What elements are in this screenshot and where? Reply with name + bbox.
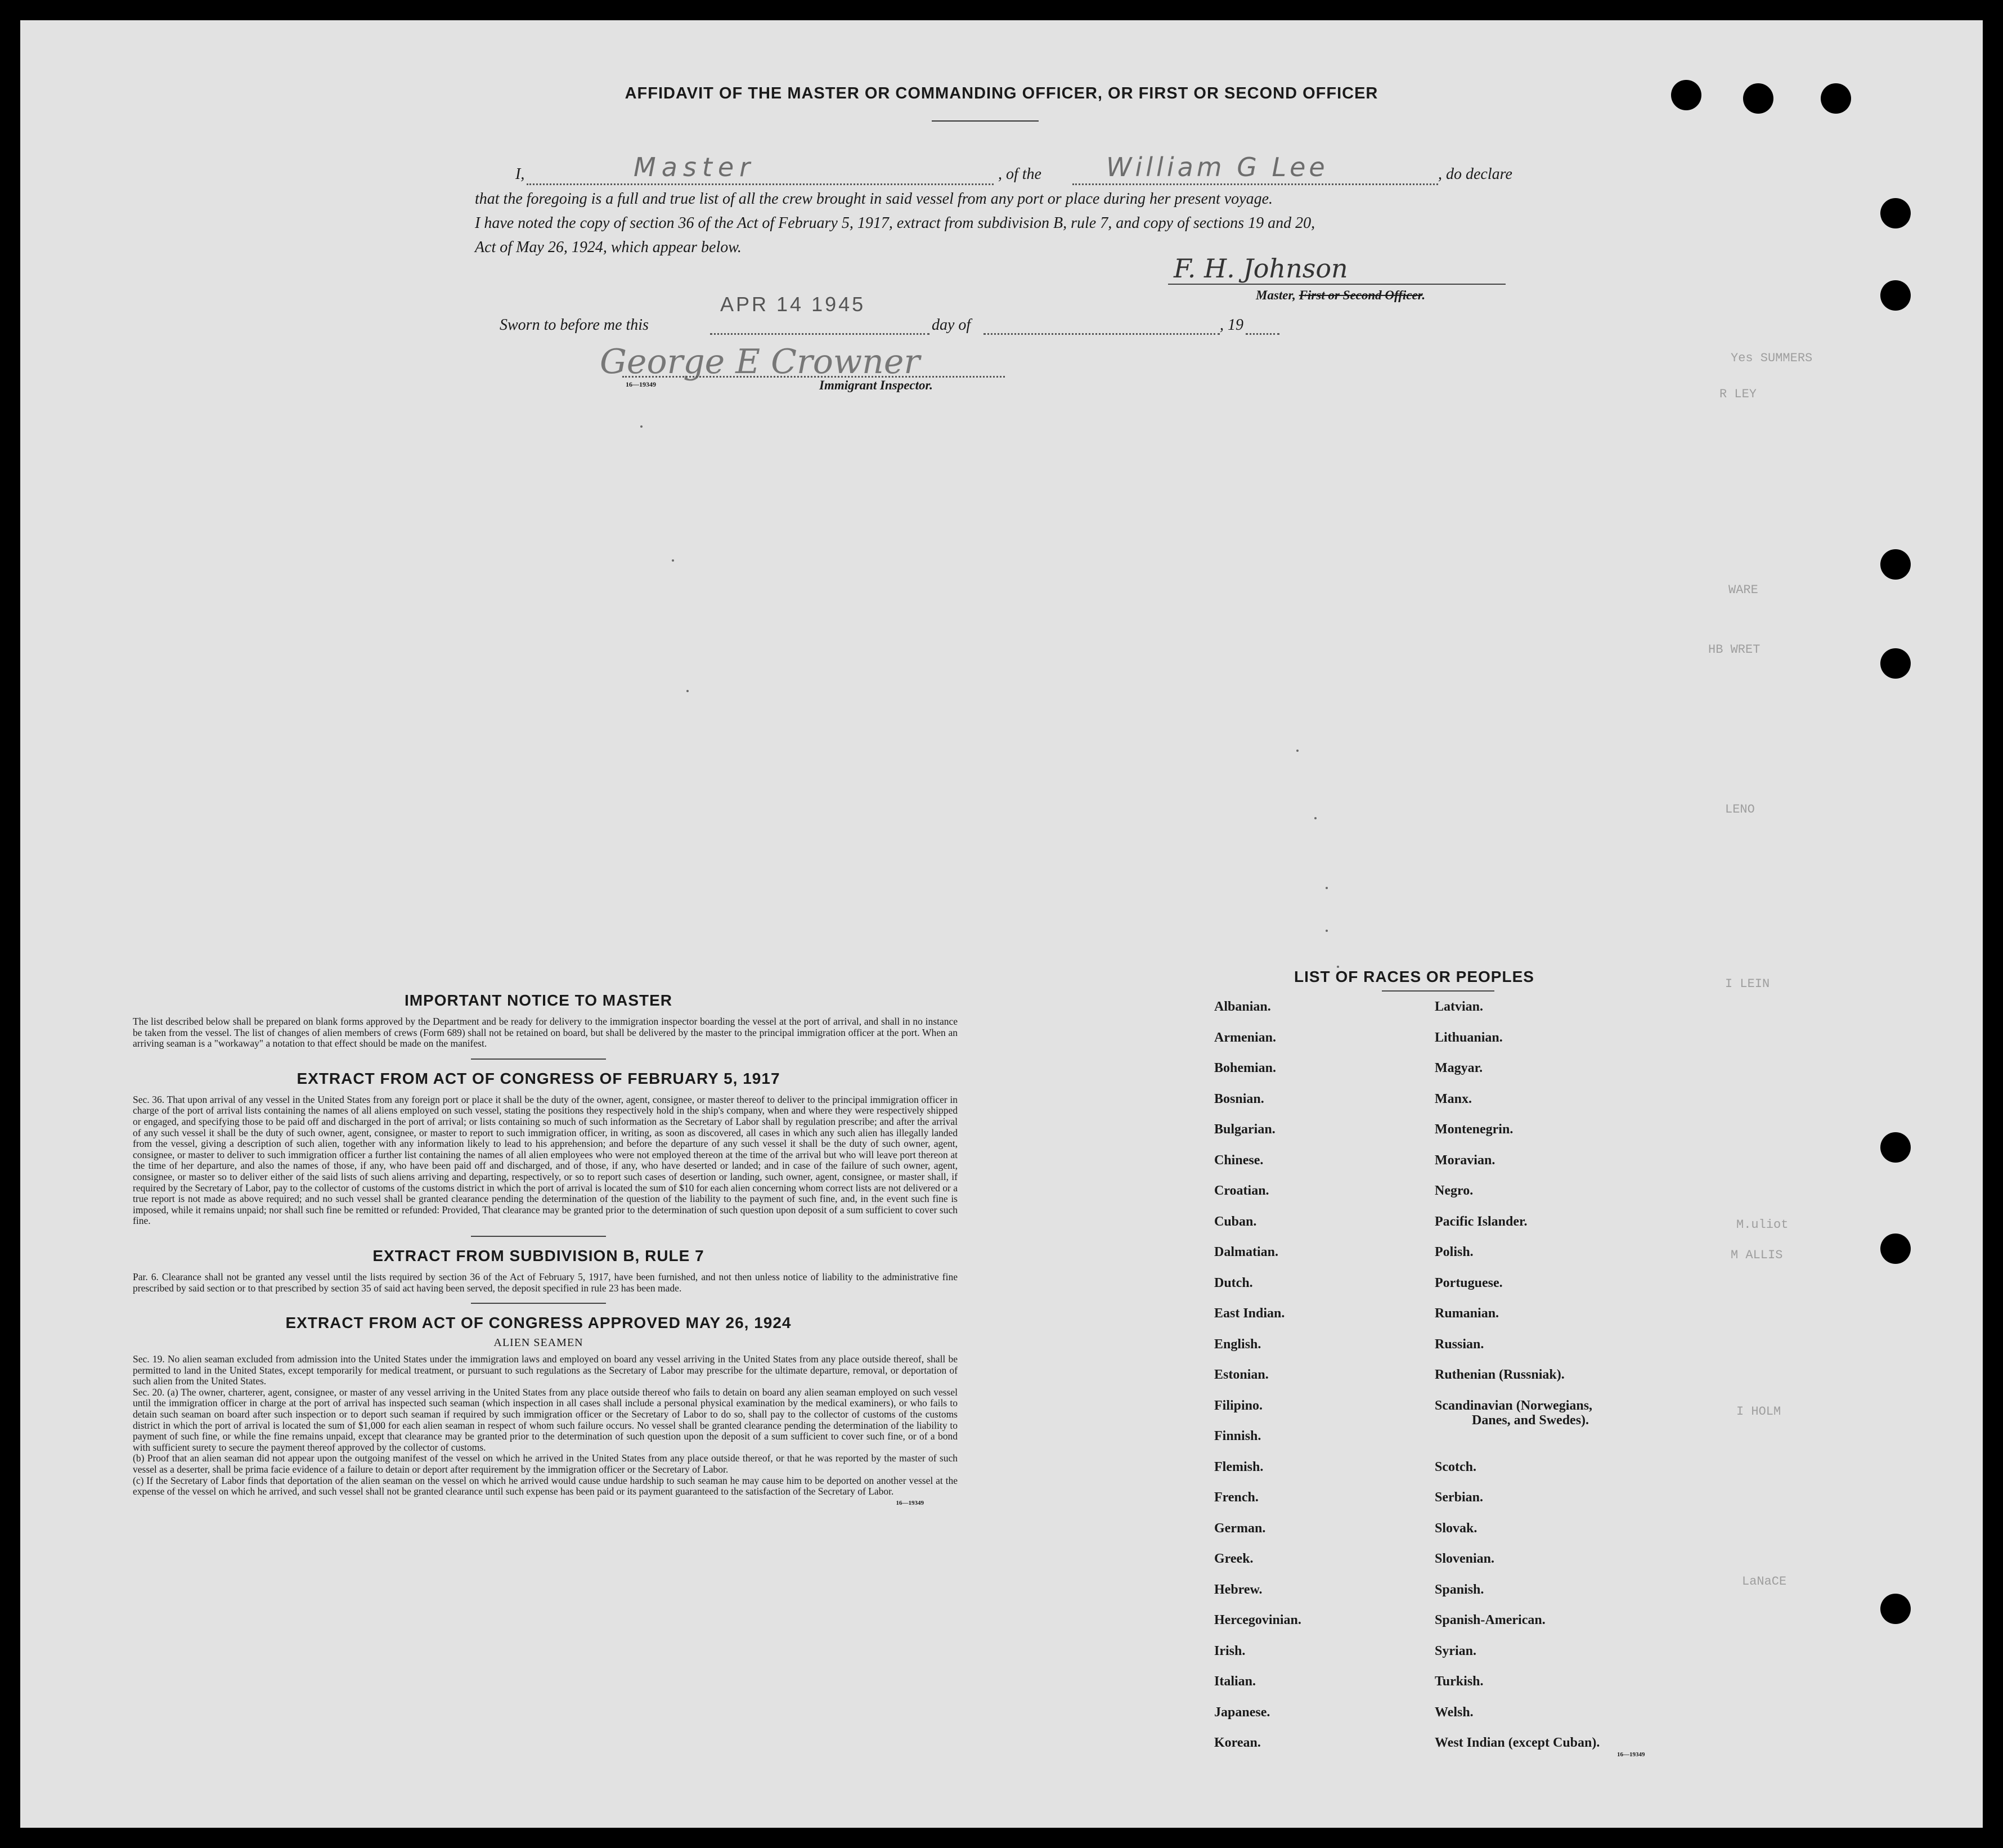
- race-item: Negro.: [1435, 1183, 1474, 1198]
- race-item: Slovak.: [1435, 1520, 1477, 1536]
- races-title: LIST OF RACES OR PEOPLES: [1294, 968, 1534, 985]
- race-item: Spanish-American.: [1435, 1613, 1546, 1627]
- extract3-title: EXTRACT FROM ACT OF CONGRESS APPROVED MAY 26, 1924: [285, 1314, 792, 1332]
- do-declare-label: , do declare: [1438, 165, 1512, 183]
- race-item: Estonian.: [1214, 1367, 1269, 1382]
- master-name-line: [527, 183, 994, 185]
- faint-dot: [1296, 750, 1299, 752]
- faint-dot: [1314, 817, 1317, 819]
- title-rule: [932, 120, 1039, 122]
- notice-rule: [471, 1058, 606, 1060]
- hole-punch: [1880, 1594, 1911, 1624]
- race-item: Hebrew.: [1214, 1582, 1263, 1597]
- race-item: Japanese.: [1214, 1705, 1270, 1720]
- race-item: Lithuanian.: [1435, 1030, 1503, 1045]
- bleed-through: HB WRET: [1708, 643, 1761, 657]
- extract2-body: Par. 6. Clearance shall not be granted any vessel until the lists required by section 36 of the Act of February 5, 1917, have been furnished, and not then unless notice of liability to the administrative fine prescribed by said section or to that prescribed by section 35 of said act having been served, the deposit specified in rule 23 has been made.: [133, 1271, 958, 1294]
- bleed-through: R LEY: [1719, 387, 1757, 401]
- race-item: Italian.: [1214, 1674, 1256, 1689]
- faint-dot: [1326, 930, 1328, 932]
- race-item: Chinese.: [1214, 1152, 1264, 1168]
- notice-title: IMPORTANT NOTICE TO MASTER: [404, 992, 673, 1009]
- race-item: Manx.: [1435, 1091, 1472, 1106]
- race-item: Spanish.: [1435, 1582, 1484, 1597]
- race-item: Bohemian.: [1214, 1061, 1277, 1075]
- race-item: Pacific Islander.: [1435, 1214, 1528, 1229]
- race-item: Bulgarian.: [1214, 1122, 1276, 1137]
- extract3-subtitle: ALIEN SEAMEN: [493, 1336, 583, 1349]
- day-of-label: day of: [932, 316, 971, 334]
- race-item: Irish.: [1214, 1643, 1246, 1658]
- declaration-i-label: I,: [515, 165, 525, 183]
- vessel-handwritten: William G Lee: [1106, 152, 1328, 182]
- race-item: Cuban.: [1214, 1214, 1257, 1229]
- affidavit-title: AFFIDAVIT OF THE MASTER OR COMMANDING OFFICER, OR FIRST OR SECOND OFFICER: [625, 84, 1378, 102]
- notice-body: The list described below shall be prepared on blank forms approved by the Department and be ready for delivery to the immigration inspector boarding the vessel at the port of arrival, and shall in no instance be taken from the vessel. The list of changes of alien members of crews (Form 689) shall not be retained on board, but shall be delivered by the master to the principal immigration officer at the port. When an arriving seaman is a "workaway" a notation to that effect should be made on the manifest.: [133, 1016, 958, 1049]
- race-item: Rumanian.: [1435, 1306, 1499, 1321]
- race-item: Russian.: [1435, 1336, 1484, 1352]
- bleed-through: I HOLM: [1736, 1405, 1781, 1419]
- faint-dot: [672, 559, 674, 562]
- race-item: Moravian.: [1435, 1152, 1495, 1168]
- race-item: Polish.: [1435, 1245, 1474, 1259]
- race-item: Syrian.: [1435, 1643, 1477, 1658]
- bleed-through: I LEIN: [1725, 977, 1770, 991]
- extract1-rule: [471, 1236, 606, 1237]
- inspector-caption: Immigrant Inspector.: [819, 378, 933, 392]
- hole-punch: [1880, 198, 1911, 228]
- race-item: Turkish.: [1435, 1674, 1484, 1689]
- faint-dot: [640, 425, 643, 428]
- signature-line: [1168, 284, 1506, 285]
- hole-punch: [1821, 83, 1851, 114]
- race-item: Danes, and Swedes).: [1472, 1412, 1589, 1428]
- extract3-body: Sec. 19. No alien seaman excluded from admission into the United States under the immigration laws and employed on board any vessel arriving in the United States from any place outside thereof, shall be permitted to land in the United States, except temporarily for medical treatment, or pursuant to such regulations as the Secretary of Labor may prescribe for the ultimate departure, removal, or deportation of such alien from the United States. Sec. 20. (a) The owner, charterer, agent, consignee, or master of any vessel arriving in the United States from any place outside thereof who fails to detain on board any alien seaman employed on such vessel until the immigration officer in charge at the port of arrival has inspected such seaman (which inspection in all cases shall include a personal physical examination by the medical examiners), or who fails to detain such seaman on board after such inspection or to deport such seaman if required by such immigration officer or the Secretary of Labor to do so, shall pay to the collector of customs of the customs district in which the port of arrival is located the sum of $1,000 for each alien seaman in respect of whom such failure occurs. No vessel shall be granted clearance pending the determination of the liability to payment of such fine, or while the fine remains unpaid, except that clearance may be granted prior to the determination of such question upon the deposit of a sum sufficient to cover such fine, or of a bond with sufficient surety to secure the payment thereof approved by the collector of customs. (b) Proof that an alien seaman did not appear upon the outgoing manifest of the vessel on which he arrived in the United States from any place outside thereof, or that he was reported by the master of such vessel as a deserter, shall be prima facie evidence of a failure to detain or deport after requirement by the immigration officer or the Secretary of Labor. (c) If the Secretary of Labor finds that deportation of the alien seaman on the vessel on which he arrived would cause undue hardship to such seaman he may cause him to be deported on another vessel at the expense of the vessel on which he arrived, and such vessel shall not be granted clearance until such expense has been paid or its payment guaranteed to the satisfaction of the Secretary of Labor.: [133, 1353, 958, 1497]
- race-item: Korean.: [1214, 1735, 1261, 1750]
- declaration-line-3: I have noted the copy of section 36 of the Act of February 5, 1917, extract from subdivision B, rule 7, and copy of sections 19 and 20,: [475, 214, 1315, 232]
- bleed-through: M ALLIS: [1731, 1248, 1783, 1262]
- race-item: Greek.: [1214, 1551, 1254, 1566]
- race-item: English.: [1214, 1336, 1261, 1352]
- bleed-through: LaNaCE: [1742, 1575, 1787, 1589]
- hole-punch: [1880, 549, 1911, 580]
- extract2-rule: [471, 1303, 606, 1304]
- extract1-title: EXTRACT FROM ACT OF CONGRESS OF FEBRUARY 5, 1917: [297, 1069, 780, 1087]
- race-item: Dutch.: [1214, 1275, 1253, 1290]
- race-item: Finnish.: [1214, 1429, 1261, 1443]
- year-label: , 19: [1220, 316, 1243, 334]
- race-item: Scotch.: [1435, 1459, 1476, 1474]
- race-item: Hercegovinian.: [1214, 1613, 1301, 1627]
- hole-punch: [1880, 280, 1911, 311]
- race-item: East Indian.: [1214, 1306, 1285, 1321]
- extract1-body: Sec. 36. That upon arrival of any vessel in the United States from any foreign port or place it shall be the duty of the owner, agent, consignee, or master thereof to deliver to the principal immigration officer in charge of the port of arrival lists containing the names of all aliens employed on such vessel, stating the positions they respectively hold in the ship's company, when and where they were respectively shipped or engaged, and specifying those to be paid off and discharged in the port of arrival; or lists containing so much of such information as the Secretary of Labor shall by regulation prescribe; and after the arrival of any such vessel it shall be the duty of such owner, agent, consignee, or master to report to such immigration officer, in writing, as soon as discovered, all cases in which any such alien has illegally landed from the vessel, giving a description of such alien, together with any information likely to lead to his apprehension; and before the departure of any such vessel it shall be the duty of such owner, agent, consignee, or master to deliver to such immigration officer a further list containing the names of all alien employees who were not employed thereon at the time of the arrival but who will leave port thereon at the time of her departure, and also the names of those, if any, who have been paid off and discharged, and of those, if any, who have deserted or landed; and in case of the failure of such owner, agent, consignee, or master so to deliver either of the said lists of such aliens arriving and departing, respectively, or so to report such cases of desertion or landing, such owner, agent, consignee, or master shall, if required by the Secretary of Labor, pay to the collector of customs of the customs district in which the port of arrival is located the sum of $10 for each alien concerning whom correct lists are not delivered or a true report is not made as above required; and no such vessel shall be granted clearance pending the determination of the question of the liability to the payment of such fine, and, in the event such fine is imposed, while it remains unpaid; nor shall such fine be remitted or refunded: Provided, That clearance may be granted prior to the determination of such question upon deposit of a sum sufficient to cover such fine.: [133, 1093, 958, 1227]
- race-item: Welsh.: [1435, 1705, 1474, 1720]
- sworn-year-line: [1246, 333, 1279, 335]
- of-the-label: , of the: [998, 165, 1041, 183]
- race-item: Magyar.: [1435, 1061, 1483, 1075]
- hole-punch: [1880, 1132, 1911, 1163]
- races-rule: [1382, 990, 1494, 992]
- hole-punch: [1743, 83, 1773, 114]
- race-item: Albanian.: [1214, 999, 1271, 1014]
- bleed-through: Yes SUMMERS: [1731, 351, 1813, 365]
- race-item: Portuguese.: [1435, 1275, 1503, 1290]
- inspector-form-number: 16—19349: [626, 380, 656, 388]
- master-handwritten: Master: [634, 152, 756, 182]
- race-item: Scandinavian (Norwegians,: [1435, 1398, 1593, 1413]
- races-form-number: 16—19349: [1617, 1751, 1645, 1758]
- inspector-signature: George E Crowner: [600, 342, 920, 382]
- hole-punch: [1671, 80, 1701, 110]
- extract2-title: EXTRACT FROM SUBDIVISION B, RULE 7: [372, 1246, 704, 1264]
- race-item: Slovenian.: [1435, 1551, 1495, 1566]
- bleed-through: WARE: [1728, 583, 1758, 597]
- race-item: Latvian.: [1435, 999, 1484, 1014]
- notice-column: [119, 992, 958, 1506]
- document-page: [20, 20, 1983, 1828]
- declaration-line-2: that the foregoing is a full and true list of all the crew brought in said vessel from any port or place during her present voyage.: [475, 190, 1273, 208]
- race-item: French.: [1214, 1490, 1259, 1505]
- bleed-through: M.uliot: [1736, 1218, 1789, 1232]
- race-item: West Indian (except Cuban).: [1435, 1735, 1600, 1750]
- hole-punch: [1880, 1234, 1911, 1264]
- race-item: Filipino.: [1214, 1398, 1263, 1413]
- race-item: Flemish.: [1214, 1459, 1264, 1474]
- faint-dot: [686, 690, 689, 692]
- race-item: German.: [1214, 1520, 1266, 1536]
- sworn-month-line: [983, 333, 1220, 335]
- declaration-line-4: Act of May 26, 1924, which appear below.: [475, 239, 742, 256]
- faint-dot: [1326, 887, 1328, 889]
- master-signature: F. H. Johnson: [1174, 253, 1348, 284]
- race-item: Bosnian.: [1214, 1091, 1264, 1106]
- sworn-day-line: [710, 333, 929, 335]
- race-item: Ruthenian (Russniak).: [1435, 1367, 1565, 1382]
- race-item: Croatian.: [1214, 1183, 1269, 1198]
- signature-caption: Master, First or Second Officer.: [1256, 288, 1426, 302]
- race-item: Montenegrin.: [1435, 1122, 1514, 1137]
- notice-form-number: 16—19349: [896, 1499, 924, 1506]
- hole-punch: [1880, 648, 1911, 679]
- race-item: Dalmatian.: [1214, 1245, 1278, 1259]
- race-item: Serbian.: [1435, 1490, 1484, 1505]
- bleed-through: LENO: [1725, 802, 1755, 817]
- vessel-name-line: [1072, 183, 1438, 185]
- date-stamp: APR 14 1945: [720, 293, 866, 316]
- inspector-line: [622, 376, 1005, 378]
- sworn-label: Sworn to before me this: [500, 316, 649, 334]
- race-item: Armenian.: [1214, 1030, 1276, 1045]
